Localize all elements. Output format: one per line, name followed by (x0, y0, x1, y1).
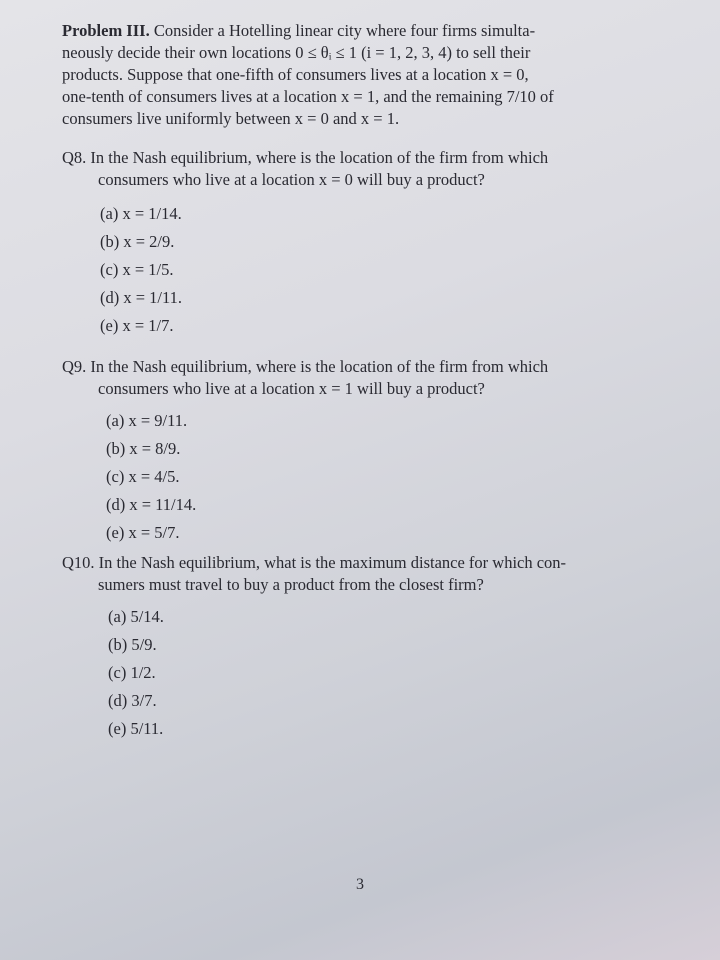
q9-options (106, 407, 196, 547)
option-b: (b) x = 8/9. (106, 439, 181, 458)
problem-text-line: one-tenth of consumers lives at a location x = 1, and the remaining 7/10 of (62, 87, 554, 106)
option-c: (c) x = 1/5. (100, 260, 174, 279)
option-b: (b) x = 2/9. (100, 232, 175, 251)
problem-heading: Problem III. (62, 21, 150, 40)
question-q9 (62, 356, 634, 400)
q8-options (100, 200, 182, 340)
question-q10 (62, 552, 634, 596)
question-text-continued: consumers who live at a location x = 0 will buy a product? (98, 170, 485, 189)
problem-statement (62, 20, 634, 130)
option-c: (c) 1/2. (108, 663, 156, 682)
option-a: (a) x = 9/11. (106, 411, 188, 430)
question-text-continued: consumers who live at a location x = 1 will buy a product? (98, 379, 485, 398)
q10-options (108, 603, 164, 743)
option-d: (d) 3/7. (108, 691, 157, 710)
option-c: (c) x = 4/5. (106, 467, 180, 486)
question-text: Q10. In the Nash equilibrium, what is the maximum distance for which con- (62, 553, 567, 572)
question-text: Q8. In the Nash equilibrium, where is the location of the firm from which (62, 148, 549, 167)
problem-text-line: products. Suppose that one-fifth of consumers lives at a location x = 0, (62, 65, 529, 84)
option-d: (d) x = 1/11. (100, 288, 183, 307)
option-e: (e) x = 5/7. (106, 523, 180, 542)
option-a: (a) 5/14. (108, 607, 164, 626)
option-e: (e) x = 1/7. (100, 316, 174, 335)
option-a: (a) x = 1/14. (100, 204, 182, 223)
page-number: 3 (356, 876, 364, 893)
option-d: (d) x = 11/14. (106, 495, 197, 514)
question-q8 (62, 147, 634, 191)
problem-text-line: Consider a Hotelling linear city where four firms simulta- (153, 21, 536, 40)
question-text-continued: sumers must travel to buy a product from the closest firm? (98, 575, 484, 594)
option-e: (e) 5/11. (108, 719, 164, 738)
option-b: (b) 5/9. (108, 635, 157, 654)
question-text: Q9. In the Nash equilibrium, where is the location of the firm from which (62, 357, 549, 376)
problem-text-line: consumers live uniformly between x = 0 and x = 1. (62, 109, 400, 128)
problem-text-line: neously decide their own locations 0 ≤ θᵢ ≤ 1 (i = 1, 2, 3, 4) to sell their (62, 43, 531, 62)
problem-line-1 (62, 20, 634, 42)
